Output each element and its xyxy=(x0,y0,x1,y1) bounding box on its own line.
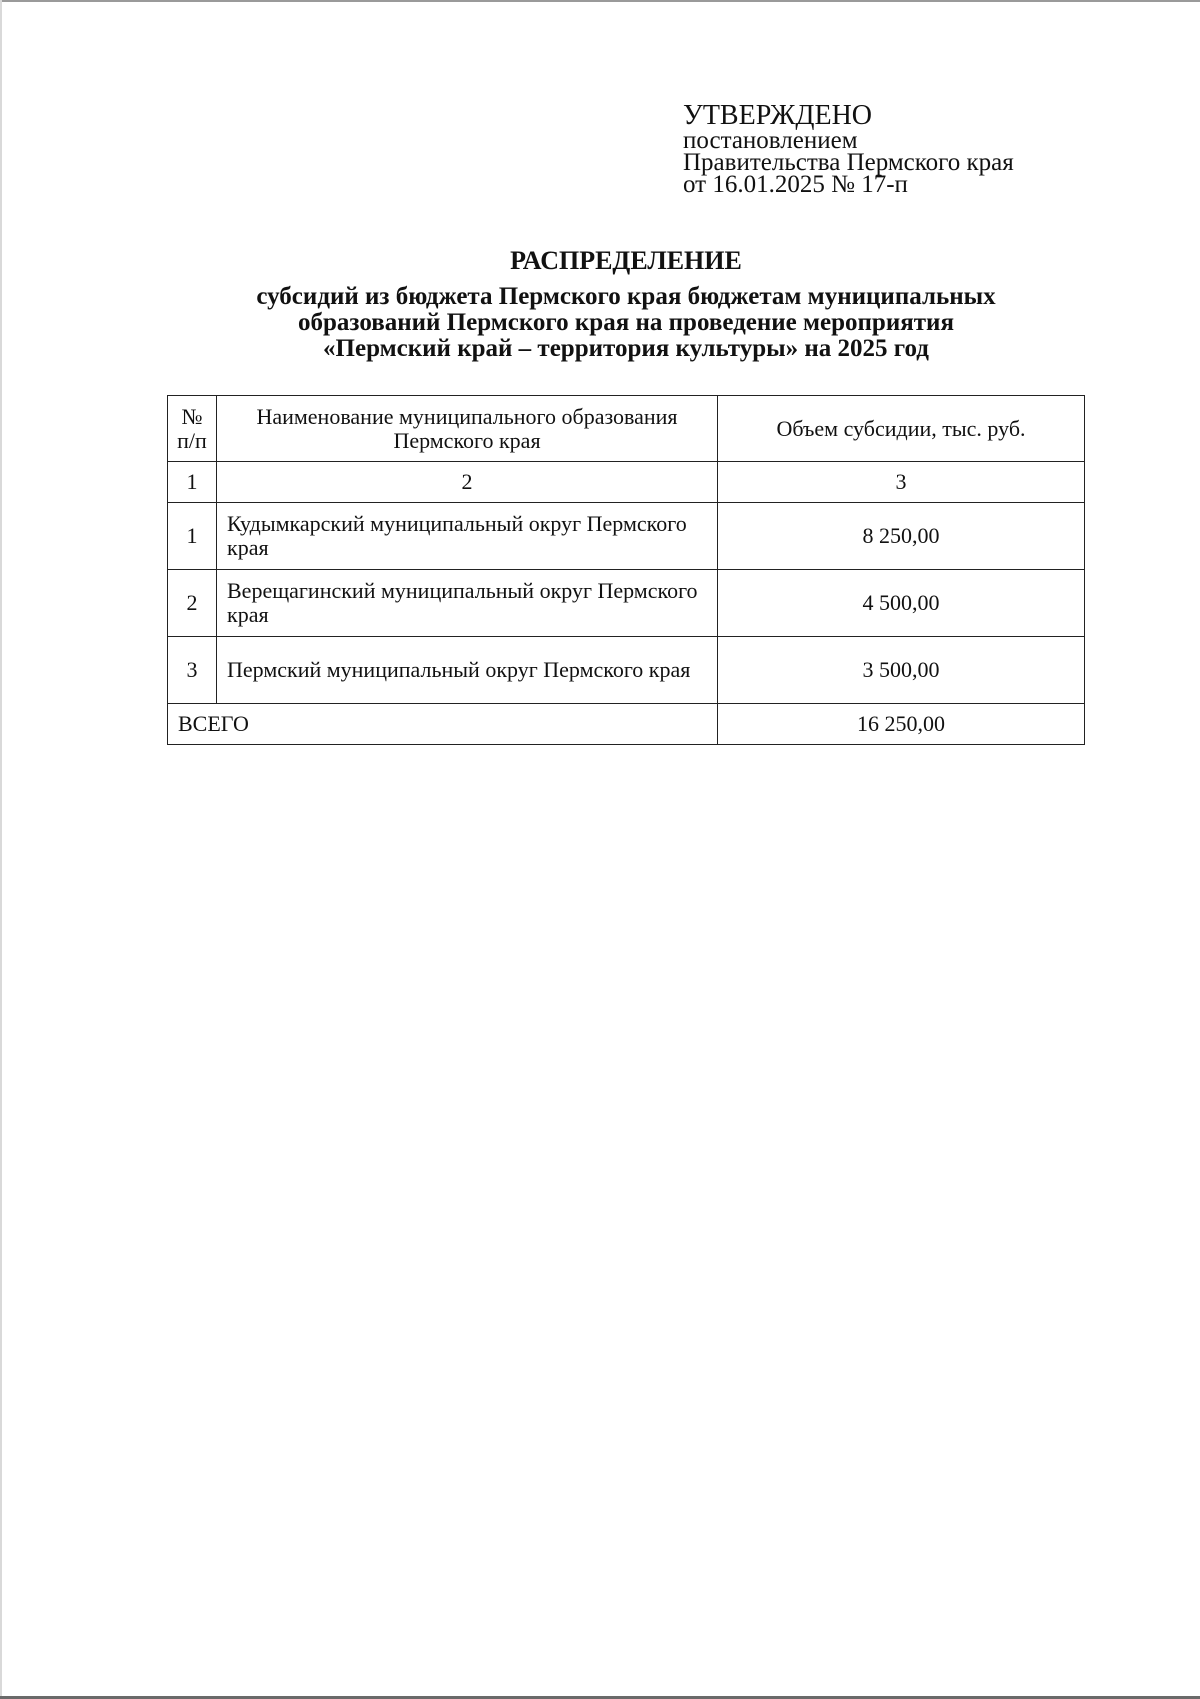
table-row xyxy=(168,503,1085,570)
row-amount: 4 500,00 xyxy=(718,570,1085,637)
subtitle-line-2: образований Пермского края на проведение мероприятия xyxy=(298,309,954,336)
row-name: Кудымкарский муниципальный округ Пермского края xyxy=(217,503,718,570)
row-num: 3 xyxy=(168,637,217,704)
total-amount: 16 250,00 xyxy=(718,704,1085,745)
scan-edge-top xyxy=(0,0,1200,2)
row-name: Верещагинский муниципальный округ Пермского края xyxy=(217,570,718,637)
header-num: № п/п xyxy=(168,396,217,462)
row-amount: 3 500,00 xyxy=(718,637,1085,704)
approval-line-2: постановлением xyxy=(683,127,858,154)
table-total-row xyxy=(168,704,1085,745)
approval-heading: УТВЕРЖДЕНО xyxy=(683,100,873,131)
approval-line-3: Правительства Пермского края xyxy=(683,149,1014,176)
table-row xyxy=(168,637,1085,704)
subtitle-line-1: субсидий из бюджета Пермского края бюджетам муниципальных xyxy=(256,283,996,310)
header-amount: Объем субсидии, тыс. руб. xyxy=(718,396,1085,462)
row-amount: 8 250,00 xyxy=(718,503,1085,570)
index-cell: 2 xyxy=(217,462,718,503)
table-row xyxy=(168,570,1085,637)
document-title: РАСПРЕДЕЛЕНИЕ xyxy=(510,246,742,275)
approval-stamp xyxy=(683,102,1103,196)
distribution-table xyxy=(167,395,1085,745)
approval-line-4: от 16.01.2025 № 17-п xyxy=(683,171,908,198)
index-cell: 1 xyxy=(168,462,217,503)
row-num: 2 xyxy=(168,570,217,637)
document-subtitle xyxy=(150,284,1102,362)
subtitle-line-3: «Пермский край – территория культуры» на 2025 год xyxy=(323,335,929,362)
row-name: Пермский муниципальный округ Пермского края xyxy=(217,637,718,704)
index-cell: 3 xyxy=(718,462,1085,503)
total-label: ВСЕГО xyxy=(168,704,718,745)
header-name: Наименование муниципального образования Пермского края xyxy=(217,396,718,462)
table-header-row xyxy=(168,396,1085,462)
table-index-row xyxy=(168,462,1085,503)
row-num: 1 xyxy=(168,503,217,570)
